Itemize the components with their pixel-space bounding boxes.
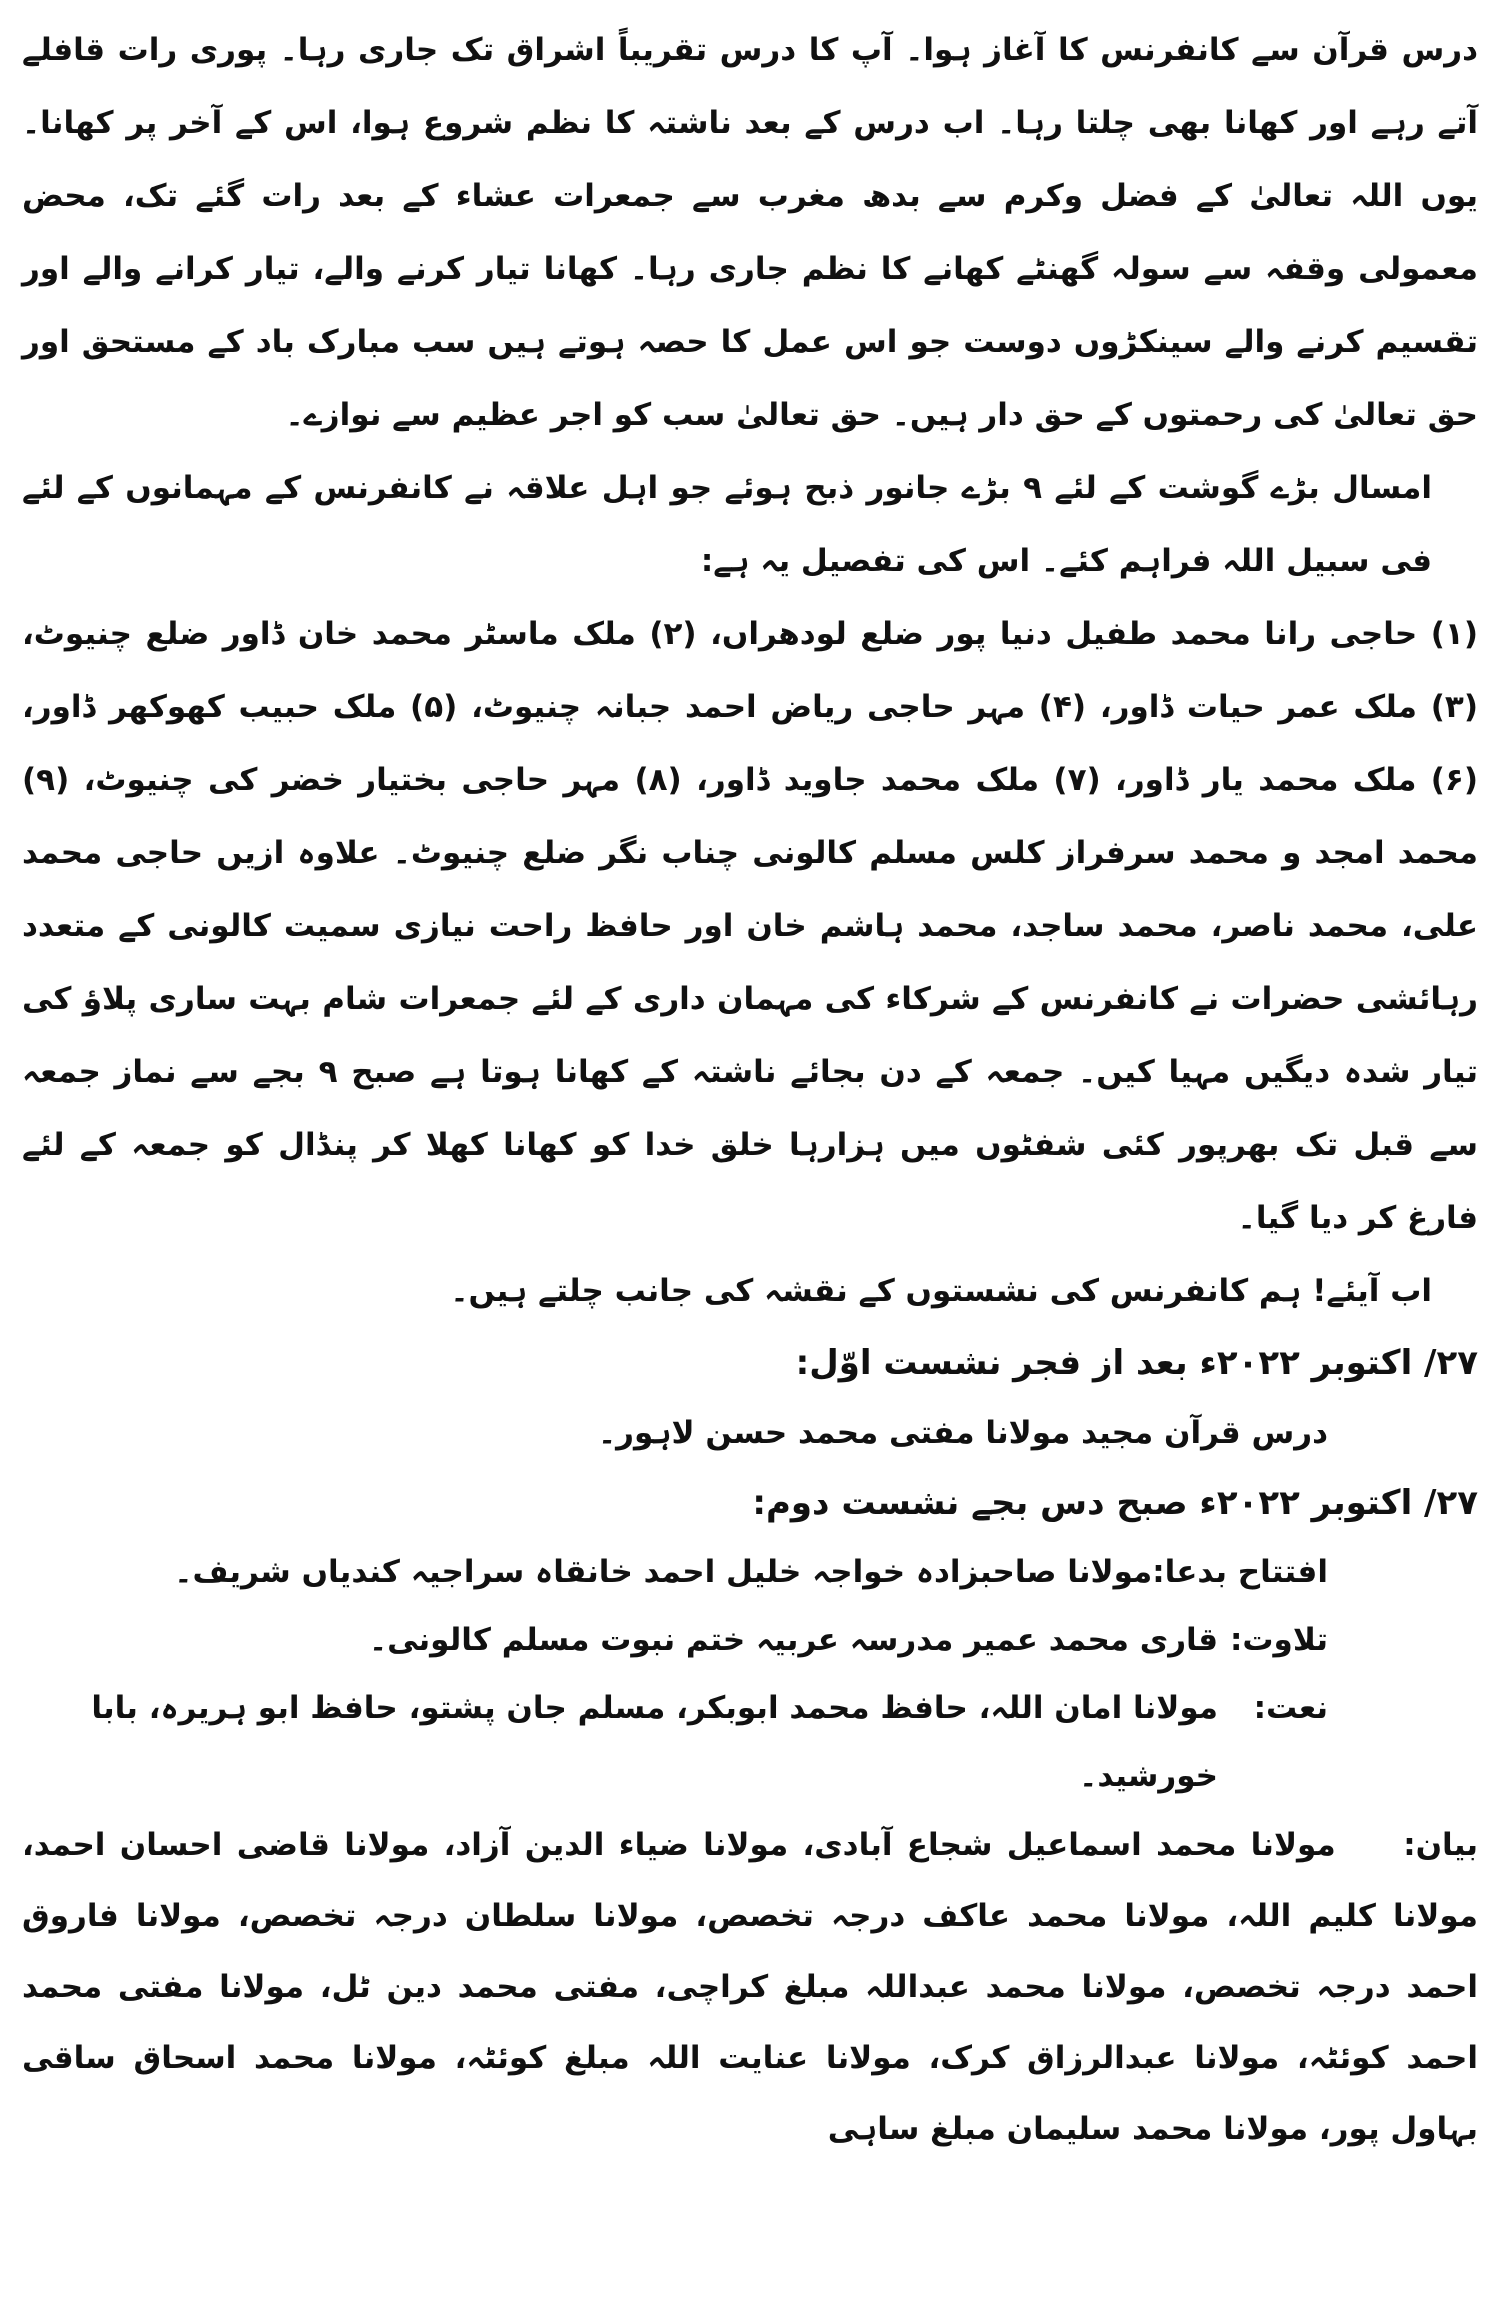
session-1-heading: ۲۷/ اکتوبر ۲۰۲۲ء بعد از فجر نشست اوّل: — [795, 1343, 1478, 1383]
speakers-list: مولانا محمد اسماعیل شجاع آبادی، مولانا ضیاء الدین آزاد، مولانا قاضی احسان احمد، مولانا کلیم اللہ، مولانا محمد عاکف درجہ تخصص، مولانا سلطان درجہ تخصص، مولانا فاروق احمد درجہ تخصص، مولانا محمد عبداللہ مبلغ کراچی، مفتی محمد دین ٹل، مولانا مفتی محمد احمد کوئٹہ، مولانا عبدالرزاق کرک، مولانا عنایت اللہ مبلغ کوئٹہ، مولانا محمد اسحاق ساقی بہاول پور، مولانا محمد سلیمان مبلغ ساہی — [22, 1827, 1478, 2147]
program-row-naat — [22, 1674, 1478, 1810]
program-row-recitation — [22, 1606, 1478, 1674]
paragraph-animals: امسال بڑے گوشت کے لئے ۹ بڑے جانور ذبح ہوئے جو اہل علاقہ نے کانفرنس کے مہمانوں کے لئے فی سبیل اللہ فراہم کئے۔ اس کی تفصیل یہ ہے: — [22, 470, 1432, 579]
program-content: مولانا صاحبزادہ خواجہ خلیل احمد خانقاہ سراجیہ کندیاں شریف۔ — [174, 1554, 1153, 1590]
program-label: تلاوت: — [1230, 1622, 1328, 1658]
program-content: قاری محمد عمیر مدرسہ عربیہ ختم نبوت مسلم کالونی۔ — [369, 1622, 1218, 1658]
session-2-heading: ۲۷/ اکتوبر ۲۰۲۲ء صبح دس بجے نشست دوم: — [752, 1483, 1478, 1523]
document-page — [22, 14, 1478, 2290]
program-label: نعت: — [1253, 1690, 1328, 1726]
paragraph-intro: درس قرآن سے کانفرنس کا آغاز ہوا۔ آپ کا درس تقریباً اشراق تک جاری رہا۔ پوری رات قافلے آتے رہے اور کھانا بھی چلتا رہا۔ اب درس کے بعد ناشتہ کا نظم شروع ہوا، اس کے آخر پر کھانا۔ یوں اللہ تعالیٰ کے فضل وکرم سے بدھ مغرب سے جمعرات عشاء کے بعد رات گئے تک، محض معمولی وقفہ سے سولہ گھنٹے کھانے کا نظم جاری رہا۔ کھانا تیار کرنے والے، تیار کرانے والے اور تقسیم کرنے والے سینکڑوں دوست جو اس عمل کا حصہ ہوتے ہیں سب مبارک باد کے مستحق اور حق تعالیٰ کی رحمتوں کے حق دار ہیں۔ حق تعالیٰ سب کو اجر عظیم سے نوازے۔ — [22, 32, 1478, 433]
program-label: بیان: — [1403, 1827, 1478, 1863]
program-row-speeches — [22, 1810, 1478, 2165]
program-row-opening — [22, 1538, 1478, 1606]
paragraph-donors: (۱) حاجی رانا محمد طفیل دنیا پور ضلع لودھراں، (۲) ملک ماسٹر محمد خان ڈاور ضلع چنیوٹ، (۳) ملک عمر حیات ڈاور، (۴) مہر حاجی ریاض احمد جبانہ چنیوٹ، (۵) ملک حبیب کھوکھر ڈاور، (۶) ملک محمد یار ڈاور، (۷) ملک محمد جاوید ڈاور، (۸) مہر حاجی بختیار خضر کی چنیوٹ، (۹) محمد امجد و محمد سرفراز کلس مسلم کالونی چناب نگر ضلع چنیوٹ۔ علاوہ ازیں حاجی محمد علی، محمد ناصر، محمد ساجد، محمد ہاشم خان اور حافظ راحت نیازی سمیت کالونی کے متعدد رہائشی حضرات نے کانفرنس کے شرکاء کی مہمان داری کے لئے جمعرات شام بہت ساری پلاؤ کی تیار شدہ دیگیں مہیا کیں۔ جمعہ کے دن بجائے ناشتہ کے کھانا ہوتا ہے صبح ۹ بجے سے نماز جمعہ سے قبل تک بھرپور کئی شفٹوں میں ہزارہا خلق خدا کو کھانا کھلا کر پنڈال کو جمعہ کے لئے فارغ کر دیا گیا۔ — [22, 616, 1479, 1236]
paragraph-transition: اب آیئے! ہم کانفرنس کی نشستوں کے نقشہ کی جانب چلتے ہیں۔ — [450, 1273, 1432, 1309]
session-1-line: درس قرآن مجید مولانا مفتی محمد حسن لاہور۔ — [597, 1415, 1328, 1451]
program-label: افتتاح بدعا: — [1152, 1554, 1328, 1590]
program-content: مولانا امان اللہ، حافظ محمد ابوبکر، مسلم جان پشتو، حافظ ابو ہریرہ، بابا خورشید۔ — [91, 1690, 1218, 1794]
